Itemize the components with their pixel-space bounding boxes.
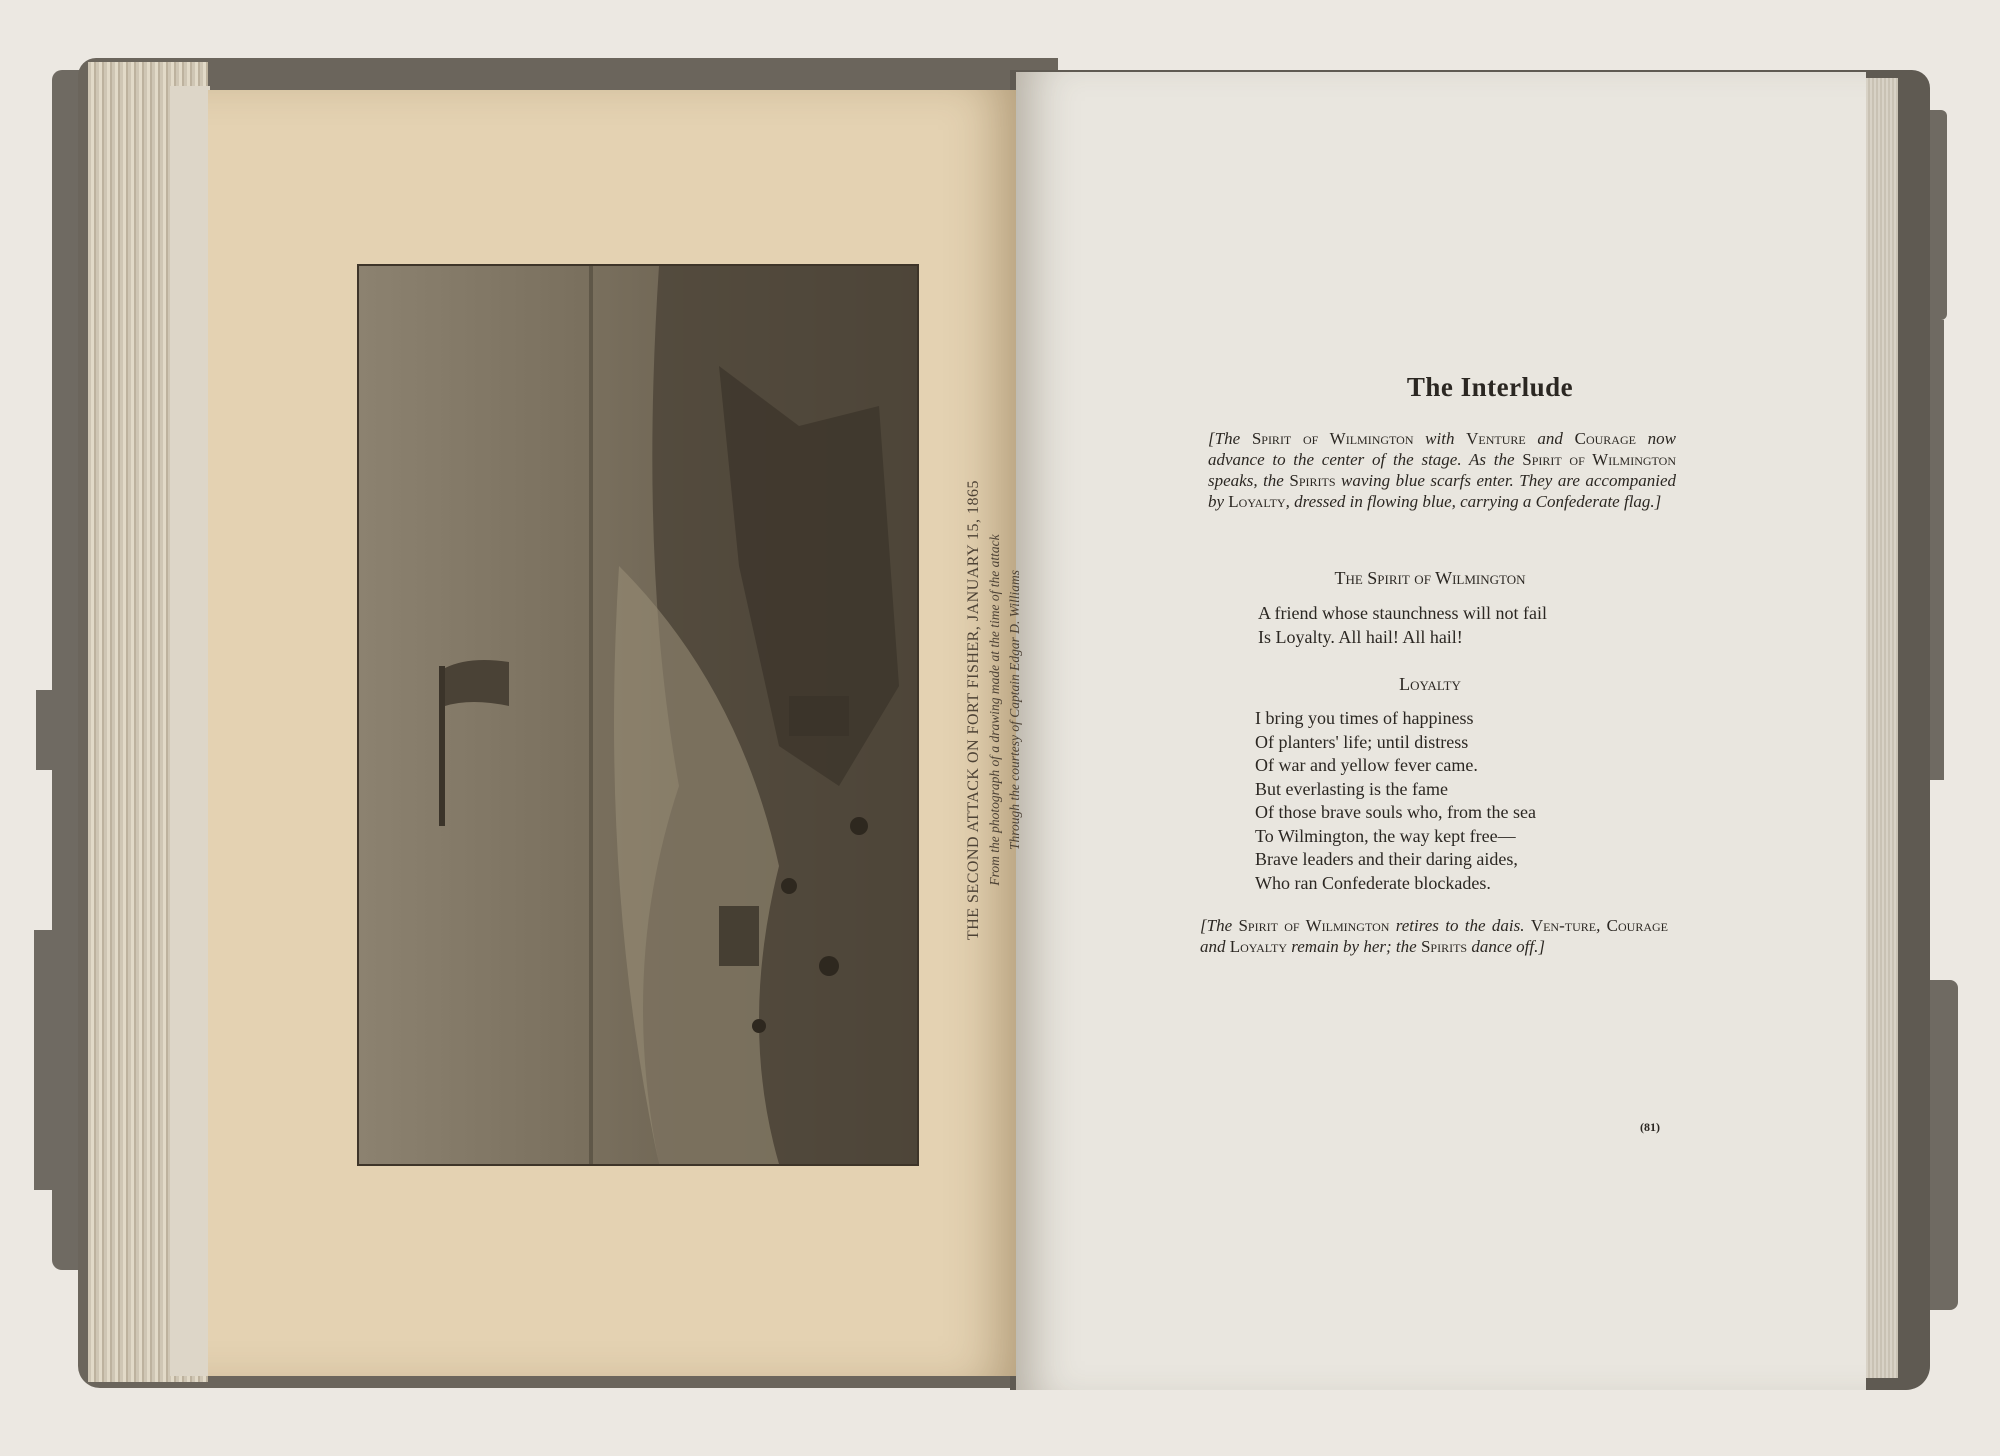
verse-block bbox=[1258, 602, 1547, 649]
speaker-name: Loyalty bbox=[1399, 674, 1461, 694]
verse-line: Who ran Confederate blockades. bbox=[1255, 872, 1491, 893]
verse-line: I bring you times of happiness bbox=[1255, 708, 1474, 728]
caption-courtesy: Through the courtesy of Captain Edgar D. Williams bbox=[1007, 570, 1022, 850]
verse-line: Is Loyalty. All hail! All hail! bbox=[1258, 626, 1463, 647]
verse-line: Of those brave souls who, from the sea bbox=[1255, 802, 1536, 822]
torn-cover-scrap bbox=[34, 930, 80, 1190]
verse-line: Of war and yellow fever came. bbox=[1255, 755, 1478, 775]
verse-line: Brave leaders and their daring aides, bbox=[1255, 849, 1518, 869]
verse-line: To Wilmington, the way kept free— bbox=[1255, 825, 1516, 846]
stage-direction-closing: [The Spirit of Wilmington retires to the dais. Ven-ture, Courage and Loyalty remain by her; the Spirits dance off.] bbox=[1200, 916, 1669, 956]
verse-line: A friend whose staunchness will not fail bbox=[1258, 603, 1547, 623]
caption-source: From the photograph of a drawing made at the time of the attack bbox=[987, 534, 1002, 886]
page-number: (81) bbox=[1640, 1120, 1660, 1134]
verse-line: Of planters' life; until distress bbox=[1255, 731, 1469, 752]
verse-block bbox=[1255, 707, 1536, 895]
left-page-margin bbox=[170, 86, 210, 1376]
caption-title: THE SECOND ATTACK ON FORT FISHER, JANUARY 15, 1865 bbox=[965, 479, 982, 941]
stage-direction-opening: [The Spirit of Wilmington with Venture and Courage now advance to the center of the stage. As the Spirit of Wilmington speaks, the Spirits waving blue scarfs enter. They are accompanied by Loyalty, dressed in flowing blue, carrying a Confederate flag.] bbox=[1208, 429, 1677, 511]
verse-line: But everlasting is the fame bbox=[1255, 778, 1448, 799]
page-heading: The Interlude bbox=[1406, 372, 1574, 402]
speaker-name: The Spirit of Wilmington bbox=[1334, 568, 1526, 588]
battle-illustration-icon bbox=[357, 264, 919, 1166]
